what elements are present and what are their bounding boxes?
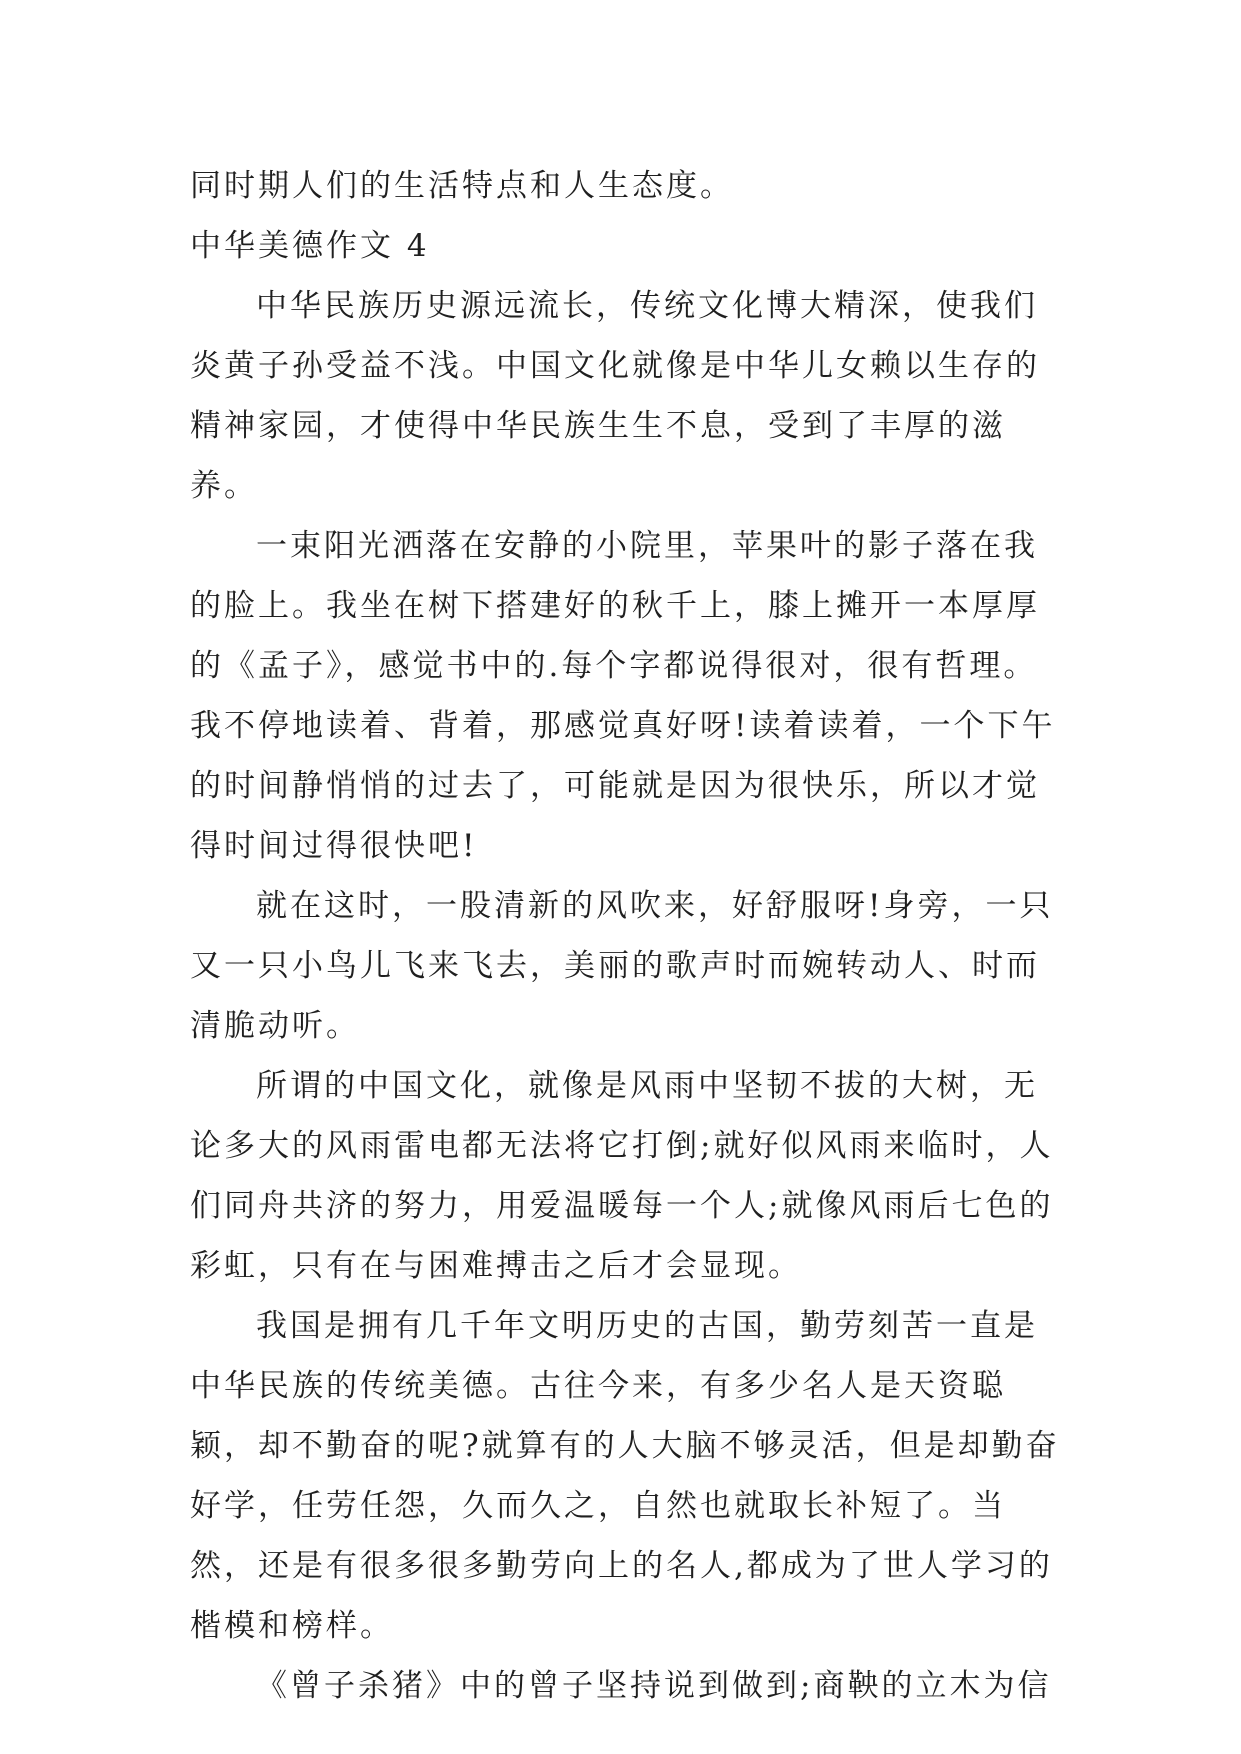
paragraph-zengzi: 《曾子杀猪》中的曾子坚持说到做到;商鞅的立木为信: [256, 1668, 1052, 1704]
paragraph-courtyard: 一束阳光洒落在安静的小院里，苹果叶的影子落在我的脸上。我坐在树下搭建好的秋千上，膝上摊开一本厚厚的《孟子》，感觉书中的.每个字都说得很对，很有哲理。我不停地读着、背着，那感觉真好呀!读着读着，一个下午的时间静悄悄的过去了，可能就是因为很快乐，所以才觉得时间过得很快吧!: [190, 528, 1056, 864]
paragraph-intro: 中华民族历史源远流长，传统文化博大精深，使我们炎黄子孙受益不浅。中国文化就像是中华儿女赖以生存的精神家园，才使得中华民族生生不息，受到了丰厚的滋养。: [190, 288, 1040, 504]
paragraph-diligence: 我国是拥有几千年文明历史的古国，勤劳刻苦一直是中华民族的传统美德。古往今来，有多少名人是天资聪颖，却不勤奋的呢?就算有的人大脑不够灵活，但是却勤奋好学，任劳任怨，久而久之，自然也就取长补短了。当然，还是有很多很多勤劳向上的名人,都成为了世人学习的楷模和榜样。: [190, 1308, 1060, 1644]
paragraph-culture-tree: 所谓的中国文化，就像是风雨中坚韧不拔的大树，无论多大的风雨雷电都无法将它打倒;就好似风雨来临时，人们同舟共济的努力，用爱温暖每一个人;就像风雨后七色的彩虹，只有在与困难搏击之后才会显现。: [190, 1068, 1054, 1284]
section-title: 中华美德作文 4: [190, 228, 430, 264]
continuation-line: 同时期人们的生活特点和人生态度。: [190, 168, 734, 204]
paragraph-breeze: 就在这时，一股清新的风吹来，好舒服呀!身旁，一只又一只小鸟儿飞来飞去，美丽的歌声时而婉转动人、时而清脆动听。: [190, 888, 1054, 1044]
document-body: [190, 156, 1070, 1716]
